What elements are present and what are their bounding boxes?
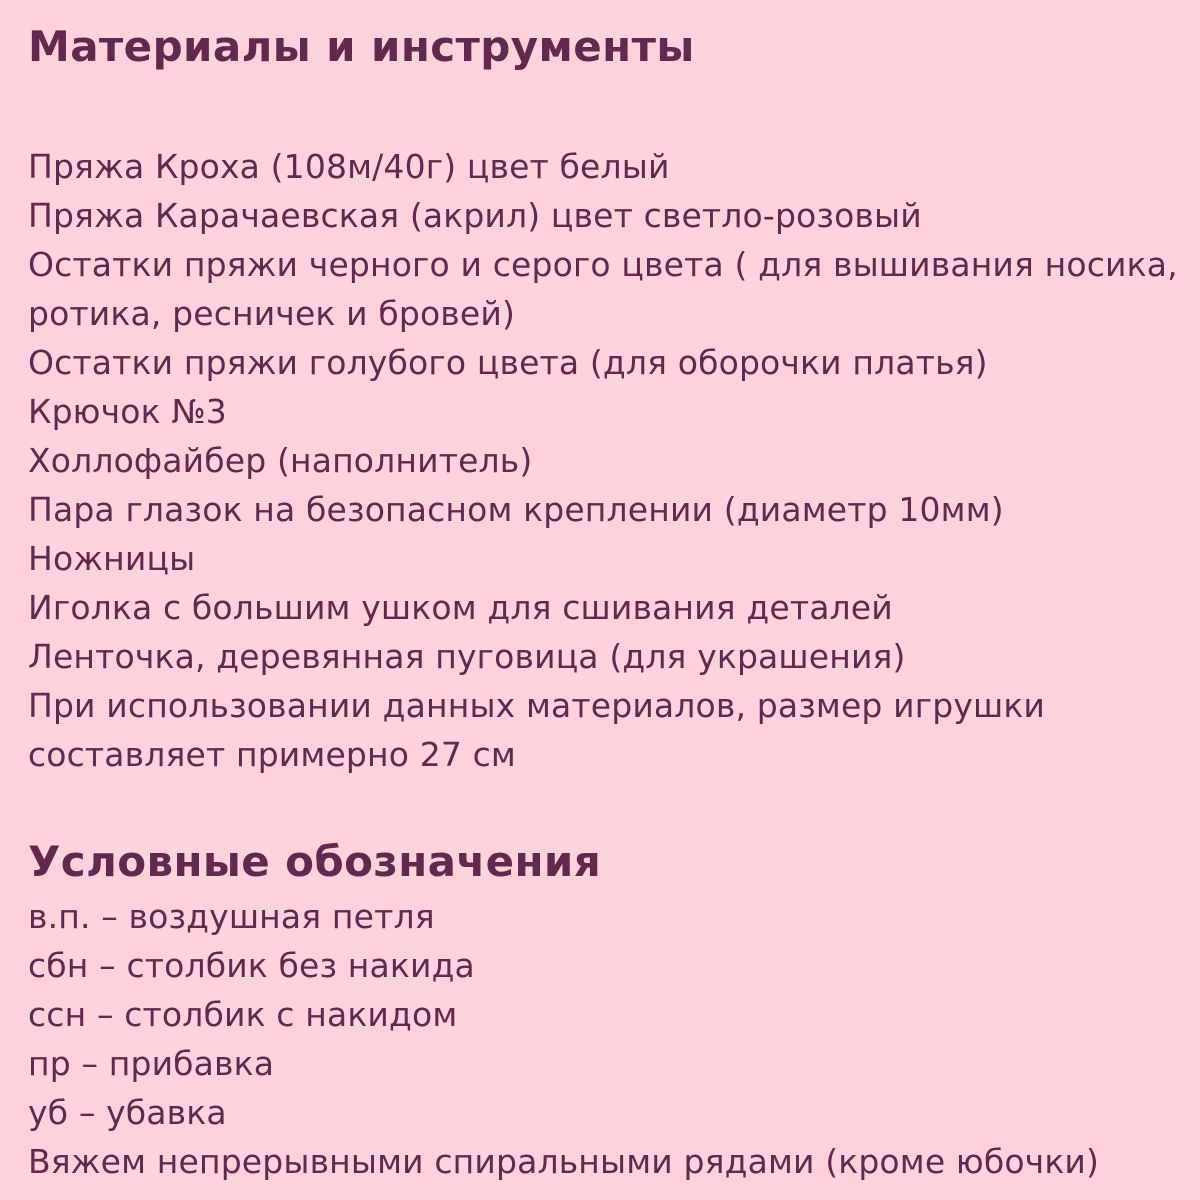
materials-line-13: составляет примерно 27 см: [28, 735, 516, 774]
legend-heading: Условные обозначения: [28, 837, 602, 886]
materials-line-4: ротика, ресничек и бровей): [28, 294, 515, 333]
materials-line-8: Пара глазок на безопасном креплении (диаметр 10мм): [28, 490, 1004, 529]
materials-line-12: При использовании данных материалов, размер игрушки: [28, 686, 1046, 725]
legend-line-5: уб – убавка: [28, 1093, 227, 1132]
legend-line-4: пр – прибавка: [28, 1044, 275, 1083]
materials-heading: Материалы и инструменты: [28, 22, 695, 71]
materials-line-9: Ножницы: [28, 539, 196, 578]
legend-line-6: Вяжем непрерывными спиральными рядами (кроме юбочки): [28, 1142, 1100, 1181]
materials-line-11: Ленточка, деревянная пуговица (для украшения): [28, 637, 906, 676]
legend-line-3: ссн – столбик с накидом: [28, 995, 458, 1034]
materials-line-7: Холлофайбер (наполнитель): [28, 441, 533, 480]
legend-line-2: сбн – столбик без накида: [28, 946, 475, 985]
materials-line-6: Крючок №3: [28, 392, 227, 431]
materials-line-3: Остатки пряжи черного и серого цвета ( для вышивания носика,: [28, 245, 1178, 284]
materials-line-1: Пряжа Кроха (108м/40г) цвет белый: [28, 147, 670, 186]
materials-line-2: Пряжа Карачаевская (акрил) цвет светло-розовый: [28, 196, 922, 235]
materials-line-10: Иголка с большим ушком для сшивания деталей: [28, 588, 893, 627]
materials-line-5: Остатки пряжи голубого цвета (для оборочки платья): [28, 343, 988, 382]
legend-line-1: в.п. – воздушная петля: [28, 897, 435, 936]
